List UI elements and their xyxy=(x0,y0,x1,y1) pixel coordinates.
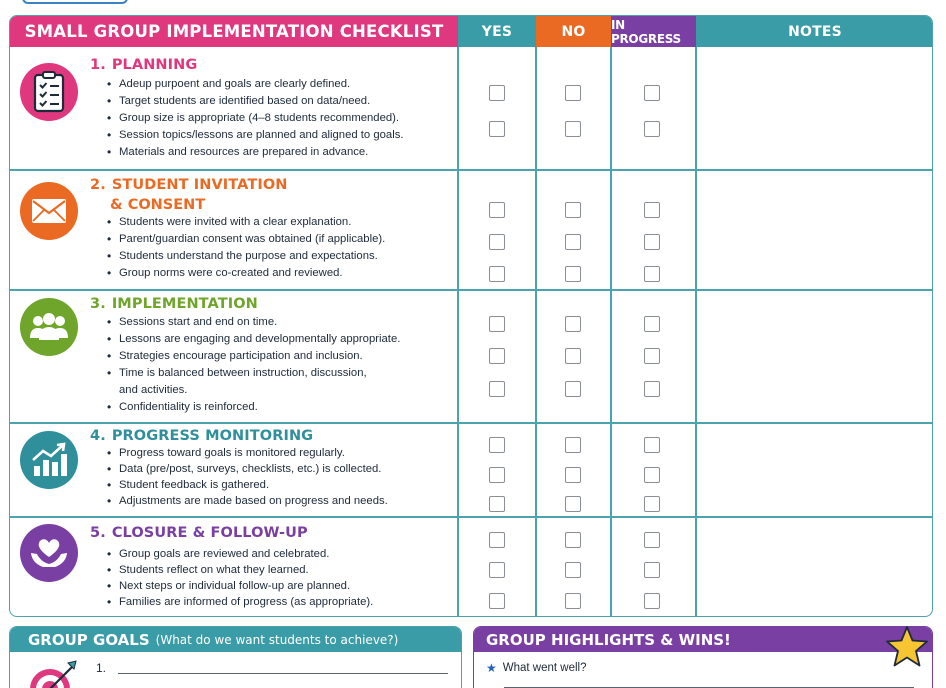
checklist-item: • Student feedback is gathered. xyxy=(105,477,388,493)
checklist-item: • Next steps or individual follow-up are planned. xyxy=(105,578,373,594)
checkbox-in-progress[interactable] xyxy=(644,85,660,101)
checkbox-yes[interactable] xyxy=(489,234,505,250)
what-went-well-prompt xyxy=(486,661,587,675)
checkbox-no[interactable] xyxy=(565,381,581,397)
checkbox-in-progress[interactable] xyxy=(644,381,660,397)
checkbox-yes[interactable] xyxy=(489,348,505,364)
checkbox-no[interactable] xyxy=(565,348,581,364)
section-title: 4. PROGRESS MONITORING xyxy=(90,428,314,444)
checkbox-yes[interactable] xyxy=(489,496,505,512)
checklist-title: SMALL GROUP IMPLEMENTATION CHECKLIST xyxy=(10,16,458,47)
goal-number: 1. xyxy=(96,661,107,675)
row-divider xyxy=(10,169,932,171)
section-title: 5. CLOSURE & FOLLOW-UP xyxy=(90,525,308,541)
checkbox-yes[interactable] xyxy=(489,121,505,137)
column-header-yes: YES xyxy=(458,16,536,47)
checklist-item: • Strategies encourage participation and inclusion. xyxy=(105,348,400,365)
checkbox-no[interactable] xyxy=(565,467,581,483)
checklist-item: • Group size is appropriate (4–8 students recommended). xyxy=(105,110,404,127)
bar-chart-arrow-icon xyxy=(20,431,78,489)
checkbox-yes[interactable] xyxy=(489,437,505,453)
checklist-item-continued: and activities. xyxy=(119,384,188,396)
column-divider xyxy=(457,47,459,616)
checklist-table xyxy=(9,15,933,617)
checkbox-yes[interactable] xyxy=(489,85,505,101)
checklist-item: • Students were invited with a clear explanation. xyxy=(105,214,385,231)
checkbox-no[interactable] xyxy=(565,85,581,101)
checklist-item: • Students understand the purpose and expectations. xyxy=(105,248,385,265)
clipboard-checklist-icon xyxy=(20,63,78,121)
checkbox-yes[interactable] xyxy=(489,562,505,578)
checkbox-yes[interactable] xyxy=(489,266,505,282)
checkbox-in-progress[interactable] xyxy=(644,496,660,512)
section-title: 1. PLANNING xyxy=(90,57,198,73)
group-goals-header xyxy=(10,627,461,652)
checkbox-no[interactable] xyxy=(565,316,581,332)
group-highlights-panel xyxy=(473,626,933,688)
column-divider xyxy=(535,47,537,616)
checkbox-in-progress[interactable] xyxy=(644,266,660,282)
target-arrow-icon xyxy=(22,659,84,688)
checkbox-no[interactable] xyxy=(565,202,581,218)
checkbox-no[interactable] xyxy=(565,121,581,137)
group-goals-panel xyxy=(9,626,462,688)
checklist-item: • Time is balanced between instruction, discussion, xyxy=(105,365,400,382)
checkbox-in-progress[interactable] xyxy=(644,202,660,218)
checkbox-in-progress[interactable] xyxy=(644,121,660,137)
checkbox-in-progress[interactable] xyxy=(644,467,660,483)
section-items xyxy=(105,445,388,509)
checkbox-in-progress[interactable] xyxy=(644,437,660,453)
what-went-well-label: What went well? xyxy=(502,662,587,674)
blue-star-icon: ★ xyxy=(486,661,497,675)
checkbox-no[interactable] xyxy=(565,496,581,512)
checkbox-yes[interactable] xyxy=(489,202,505,218)
checklist-item: • Confidentiality is reinforced. xyxy=(105,399,400,416)
checkbox-no[interactable] xyxy=(565,266,581,282)
checklist-item: • Families are informed of progress (as appropriate). xyxy=(105,594,373,610)
top-tab-decoration xyxy=(22,0,128,4)
checklist-item: • Progress toward goals is monitored regularly. xyxy=(105,445,388,461)
checkbox-yes[interactable] xyxy=(489,467,505,483)
column-divider xyxy=(695,47,697,616)
checkbox-yes[interactable] xyxy=(489,593,505,609)
section-title: 2. STUDENT INVITATION xyxy=(90,177,288,193)
group-goals-subtitle: (What do we want students to achieve?) xyxy=(155,632,399,647)
section-items xyxy=(105,214,385,282)
checklist-item: • Session topics/lessons are planned and aligned to goals. xyxy=(105,127,404,144)
section-items xyxy=(105,546,373,610)
checkbox-yes[interactable] xyxy=(489,381,505,397)
section-title: 3. IMPLEMENTATION xyxy=(90,296,258,312)
row-divider xyxy=(10,516,932,518)
checkbox-in-progress[interactable] xyxy=(644,532,660,548)
checklist-item: • Group goals are reviewed and celebrated. xyxy=(105,546,373,562)
checkbox-in-progress[interactable] xyxy=(644,234,660,250)
checklist-item: • Lessons are engaging and developmentally appropriate. xyxy=(105,331,400,348)
checklist-item: • Materials and resources are prepared in advance. xyxy=(105,144,404,161)
group-highlights-title: GROUP HIGHLIGHTS & WINS! xyxy=(474,627,932,652)
checkbox-no[interactable] xyxy=(565,532,581,548)
checklist-item: • Data (pre/post, surveys, checklists, etc.) is collected. xyxy=(105,461,388,477)
checkbox-no[interactable] xyxy=(565,593,581,609)
checkbox-in-progress[interactable] xyxy=(644,562,660,578)
checklist-item: • Parent/guardian consent was obtained (if applicable). xyxy=(105,231,385,248)
checkbox-no[interactable] xyxy=(565,234,581,250)
group-people-icon xyxy=(20,298,78,356)
checklist-item: • Adjustments are made based on progress and needs. xyxy=(105,493,388,509)
group-goals-title: GROUP GOALS xyxy=(28,630,150,649)
section-items xyxy=(105,76,404,161)
column-divider xyxy=(610,47,612,616)
column-header-no: NO xyxy=(536,16,611,47)
gold-star-icon xyxy=(884,624,930,675)
checklist-item: • Target students are identified based on data/need. xyxy=(105,93,404,110)
checklist-item: • Group norms were co-created and reviewed. xyxy=(105,265,385,282)
section-title-line2: & CONSENT xyxy=(110,197,206,213)
row-divider xyxy=(10,422,932,424)
heart-hands-icon xyxy=(20,524,78,582)
checklist-item: • Sessions start and end on time. xyxy=(105,314,400,331)
column-header-notes: NOTES xyxy=(696,16,933,47)
checkbox-no[interactable] xyxy=(565,562,581,578)
checklist-item: • Adeup purpoent and goals are clearly defined. xyxy=(105,76,404,93)
checkbox-no[interactable] xyxy=(565,437,581,453)
goal-input-line[interactable] xyxy=(118,673,448,674)
checkbox-in-progress[interactable] xyxy=(644,593,660,609)
checkbox-yes[interactable] xyxy=(489,316,505,332)
column-header-in-progress: IN PROGRESS xyxy=(611,16,696,47)
row-divider xyxy=(10,289,932,291)
checklist-item: • Students reflect on what they learned. xyxy=(105,562,373,578)
checkbox-in-progress[interactable] xyxy=(644,316,660,332)
section-items xyxy=(105,314,400,416)
checkbox-yes[interactable] xyxy=(489,532,505,548)
envelope-icon xyxy=(20,182,78,240)
checkbox-in-progress[interactable] xyxy=(644,348,660,364)
